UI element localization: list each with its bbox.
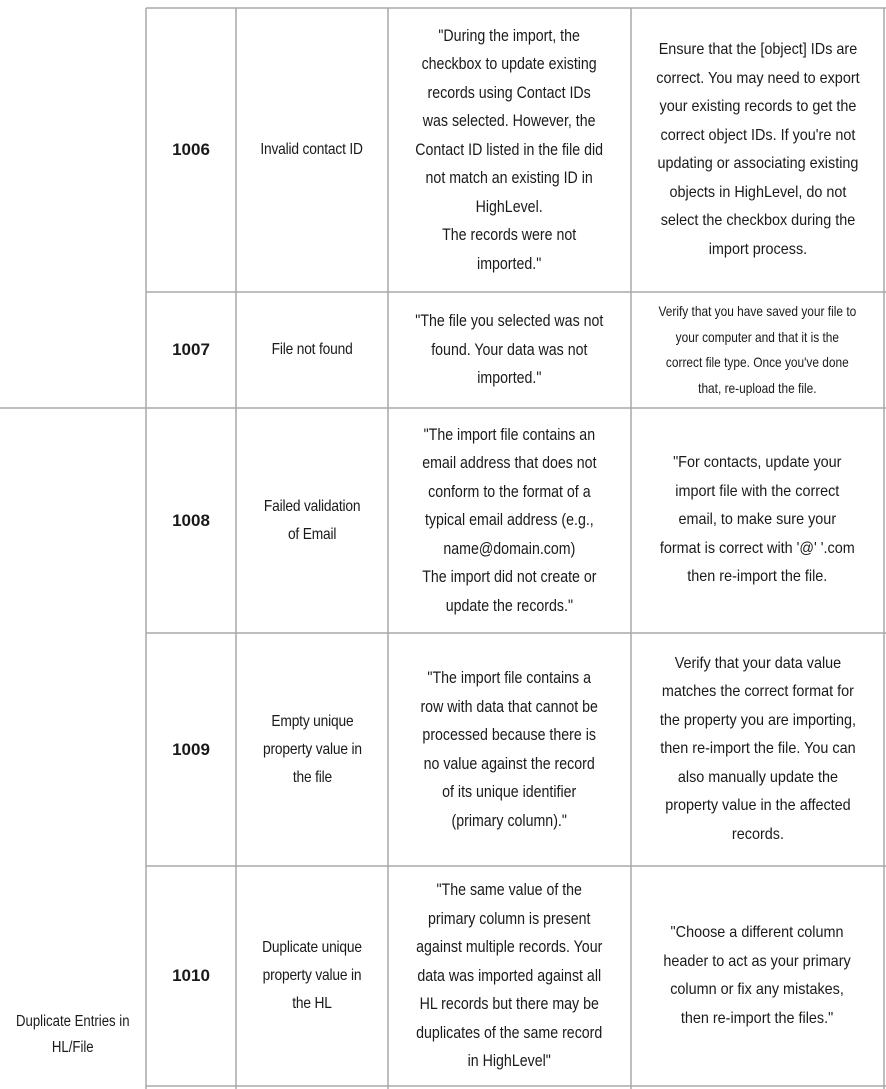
error-message-1009	[388, 633, 631, 866]
category-line: Duplicate Entries in	[16, 1013, 130, 1030]
message-line: records using Contact IDs	[427, 83, 592, 102]
resolution-line: then re-import the file. You can	[659, 740, 856, 758]
message-line: HighLevel.	[475, 197, 544, 216]
error-name-line: Failed validation	[263, 497, 361, 515]
message-line: email address that does not	[422, 454, 597, 473]
error-name-1007	[236, 292, 388, 408]
error-name-line: the file	[292, 768, 332, 786]
resolution-line: email, to make sure your	[678, 511, 837, 529]
error-name-line: of Email	[287, 525, 337, 543]
message-line: "The import file contains a	[427, 669, 592, 687]
error-name-1006	[236, 8, 388, 292]
resolution-line: also manually update the	[677, 768, 838, 786]
resolution-1010	[631, 866, 884, 1086]
error-code-1008: 1008	[172, 510, 210, 530]
message-line: Contact ID listed in the file did	[415, 140, 604, 159]
message-line: "The file you selected was not	[415, 312, 604, 331]
resolution-line: import process.	[708, 240, 807, 258]
resolution-1008	[631, 408, 884, 633]
message-line: in HighLevel"	[467, 1052, 552, 1071]
error-name-line: property value in	[262, 967, 362, 984]
message-line: update the records."	[445, 596, 574, 615]
resolution-line: then re-import the files."	[681, 1009, 834, 1027]
message-line: "The same value of the	[436, 881, 583, 900]
resolution-1006	[631, 8, 884, 292]
error-name-line: File not found	[271, 341, 353, 358]
message-line: found. Your data was not	[431, 340, 588, 359]
resolution-line: Verify that your data value	[674, 654, 841, 672]
resolution-line: your existing records to get the	[659, 98, 856, 115]
category-label	[16, 1009, 130, 1061]
error-code-1010: 1010	[172, 966, 210, 985]
message-line: row with data that cannot be	[420, 697, 599, 716]
error-message-1010	[388, 866, 631, 1086]
resolution-line: Verify that you have saved your file to	[658, 303, 857, 319]
error-name-line: Duplicate unique	[262, 939, 362, 956]
resolution-1007	[631, 292, 884, 408]
message-line: against multiple records. Your	[416, 938, 603, 957]
category-cell	[0, 410, 146, 1089]
resolution-line: select the checkbox during the	[660, 212, 855, 229]
resolution-1009	[631, 633, 884, 866]
resolution-line: that, re-upload the file.	[698, 379, 817, 396]
message-line: "The import file contains an	[423, 425, 596, 444]
message-line: (primary column)."	[451, 811, 568, 830]
message-line: primary column is present	[428, 909, 591, 928]
message-line: processed because there is	[422, 726, 597, 744]
error-name-1008	[236, 408, 388, 633]
resolution-line: then re-import the file.	[687, 568, 828, 586]
message-line: of its unique identifier	[442, 783, 577, 801]
error-message-1007	[388, 292, 631, 408]
message-line: imported."	[477, 254, 542, 273]
message-line: no value against the record	[423, 754, 596, 773]
error-name-1010	[236, 866, 388, 1086]
message-line: The records were not	[442, 226, 577, 245]
error-name-line: the HL	[292, 995, 332, 1012]
resolution-line: Ensure that the [object] IDs are	[658, 41, 857, 58]
resolution-line: the property you are importing,	[659, 711, 856, 729]
message-line: imported."	[477, 369, 542, 388]
resolution-line: your computer and that it is the	[675, 328, 840, 345]
message-line: name@domain.com)	[443, 539, 576, 558]
error-name-line: property value in	[262, 740, 362, 758]
error-name-line: Empty unique	[270, 712, 354, 730]
message-line: "During the import, the	[438, 26, 581, 45]
resolution-line: correct file type. Once you've done	[666, 354, 849, 370]
message-line: data was imported against all	[417, 966, 602, 985]
error-code-1009: 1009	[172, 739, 210, 759]
message-line: typical email address (e.g.,	[425, 511, 594, 530]
error-code-1006: 1006	[172, 140, 210, 159]
resolution-line: import file with the correct	[675, 482, 840, 500]
resolution-line: records.	[731, 825, 784, 843]
category-line: HL/File	[52, 1039, 94, 1056]
error-name-1009	[236, 633, 388, 866]
message-line: was selected. However, the	[423, 112, 596, 131]
error-code-1007: 1007	[172, 340, 210, 359]
resolution-line: "For contacts, update your	[673, 454, 842, 472]
message-line: conform to the format of a	[428, 482, 591, 501]
message-line: HL records but there may be	[419, 995, 600, 1014]
resolution-line: updating or associating existing	[657, 155, 858, 172]
message-line: not match an existing ID in	[425, 169, 594, 188]
error-message-1008	[388, 408, 631, 633]
resolution-line: correct. You may need to export	[655, 69, 860, 87]
error-name-line: Invalid contact ID	[260, 141, 364, 158]
resolution-line: header to act as your primary	[663, 952, 852, 970]
resolution-line: "Choose a different column	[671, 924, 844, 941]
resolution-line: column or fix any mistakes,	[670, 981, 845, 998]
message-line: checkbox to update existing	[421, 55, 598, 74]
resolution-line: correct object IDs. If you're not	[660, 126, 855, 144]
resolution-line: matches the correct format for	[661, 683, 854, 701]
message-line: The import did not create or	[422, 568, 597, 587]
resolution-line: objects in HighLevel, do not	[669, 183, 846, 201]
resolution-line: format is correct with '@' '.com	[660, 539, 855, 557]
error-message-1006	[388, 8, 631, 292]
message-line: duplicates of the same record	[416, 1023, 603, 1042]
resolution-line: property value in the affected	[664, 797, 851, 815]
